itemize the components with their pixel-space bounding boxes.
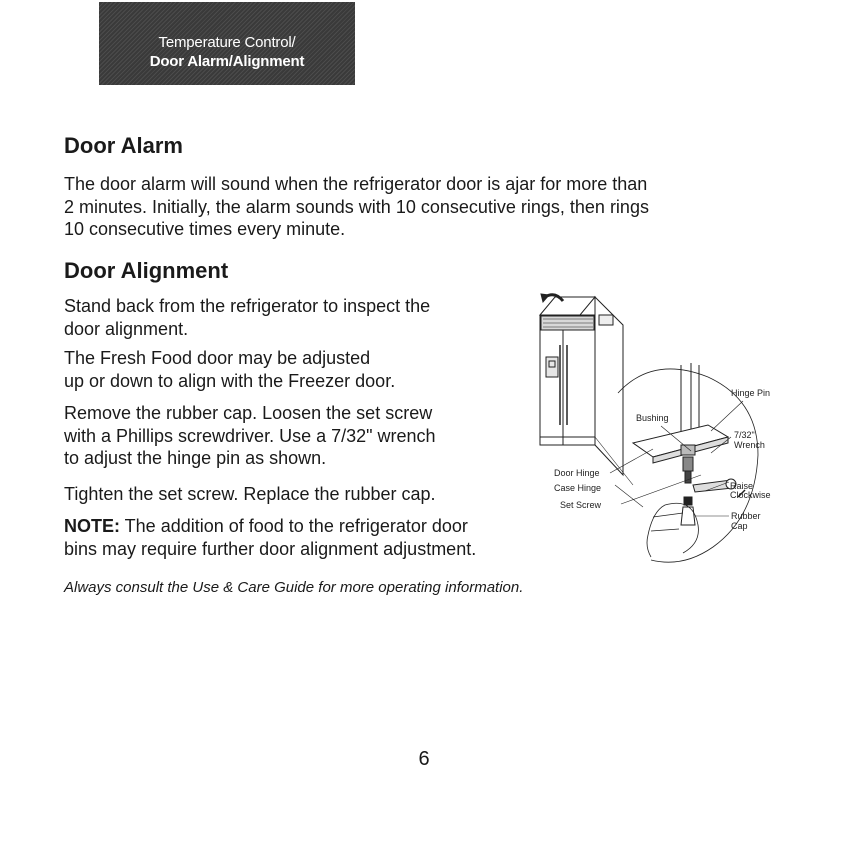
paragraph-line: with a Phillips screwdriver. Use a 7/32" wrench [64, 425, 436, 446]
label-case-hinge: Case Hinge [554, 483, 602, 493]
refrigerator-illustration [540, 297, 623, 475]
paragraph-line: up or down to align with the Freezer door. [64, 370, 396, 391]
door-alarm-line: The door alarm will sound when the refrigerator door is ajar for more than [64, 174, 648, 194]
door-alarm-line: 10 consecutive times every minute. [64, 219, 346, 239]
door-alignment-heading: Door Alignment [64, 258, 229, 283]
tighten-paragraph [64, 483, 436, 506]
note-label: NOTE: [64, 516, 120, 536]
inspect-paragraph [64, 295, 430, 340]
label-bushing: Bushing [636, 413, 669, 423]
header-line-2: Door Alarm/Alignment [149, 53, 305, 70]
label-wrench-size: 7/32" [734, 430, 755, 440]
leader-lines [610, 401, 743, 516]
label-clockwise: Clockwise [730, 490, 771, 500]
label-rubber: Rubber [731, 511, 761, 521]
door-alarm-paragraph [64, 173, 754, 241]
adjust-paragraph [64, 347, 395, 392]
label-raise: Raise [730, 481, 754, 491]
hinge-adjustment-diagram [533, 285, 778, 570]
section-header-banner [99, 2, 355, 85]
label-cap: Cap [731, 521, 748, 531]
label-hinge-pin: Hinge Pin [731, 388, 771, 398]
door-alarm-heading: Door Alarm [64, 133, 183, 158]
paragraph-line: Stand back from the refrigerator to inspect the [64, 296, 431, 316]
hinge-detail [633, 363, 745, 525]
paragraph-line: door alignment. [64, 318, 189, 339]
label-set-screw: Set Screw [560, 500, 602, 510]
note-text: The addition of food to the refrigerator door [120, 516, 468, 536]
header-line-1: Temperature Control/ [158, 34, 296, 51]
note-line-1 [64, 515, 476, 538]
remove-cap-paragraph [64, 402, 436, 470]
footer-note: Always consult the Use & Care Guide for more operating information. [64, 579, 524, 596]
page-number: 6 [418, 748, 430, 770]
note-paragraph [64, 515, 476, 560]
door-alarm-line: 2 minutes. Initially, the alarm sounds with 10 consecutive rings, then rings [64, 196, 649, 217]
label-wrench: Wrench [734, 440, 765, 450]
paragraph-line: Tighten the set screw. Replace the rubber cap. [64, 484, 436, 504]
paragraph-line: Remove the rubber cap. Loosen the set screw [64, 403, 433, 423]
note-line-2: bins may require further door alignment adjustment. [64, 538, 477, 559]
label-door-hinge: Door Hinge [554, 468, 600, 478]
paragraph-line: The Fresh Food door may be adjusted [64, 348, 371, 368]
paragraph-line: to adjust the hinge pin as shown. [64, 448, 327, 468]
arrow-head-icon [541, 294, 549, 302]
